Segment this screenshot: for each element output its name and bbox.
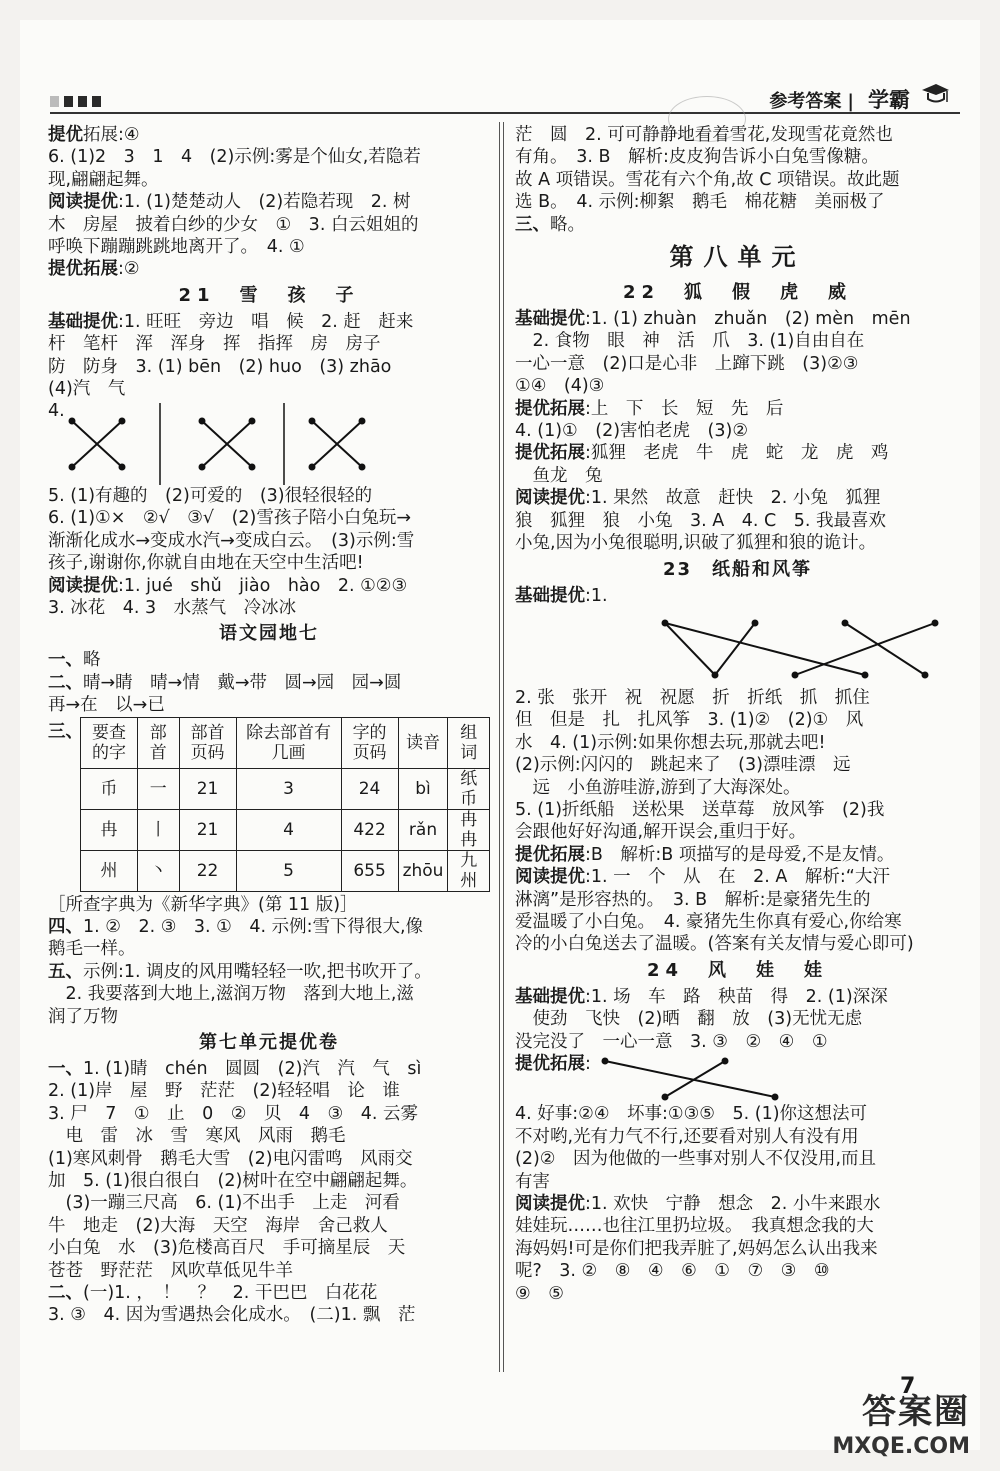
matching-dot [359, 463, 366, 470]
answer-text: :上 下 长 短 先 后 [585, 398, 784, 419]
answer-text: : [585, 1054, 591, 1074]
answer-line [515, 214, 960, 236]
answer-line: 选 B。 4. 示例:柳絮 鹅毛 棉花糖 美丽极了 [515, 192, 885, 213]
answer-line: 牛 地走 (2)大海 天空 海岸 舍己救人 [48, 1215, 388, 1236]
answer-text: :1. 欢快 宁静 想念 2. 小牛来跟水 [585, 1194, 881, 1215]
answer-text: 1. (1)睛 chén 圆圆 (2)汽 汽 气 sì [83, 1058, 422, 1079]
answer-label: 五、 [48, 961, 83, 982]
answer-line: 杆 笔杆 浑 浑身 挥 指挥 房 房子 [48, 334, 381, 355]
matching-dot [309, 417, 316, 424]
answer-line [48, 124, 490, 146]
matching-dot [309, 463, 316, 470]
column-divider [503, 122, 504, 1372]
answer-text: 1. ② 2. ③ 3. ① 4. 示例:雪下得很大,像 [83, 916, 424, 937]
answer-line: 6. (1)2 3 1 4 (2)示例:雾是个仙女,若隐若 [48, 147, 421, 168]
table-header-cell: 读音 [398, 717, 448, 768]
table-cell: 4 [236, 809, 341, 850]
answer-line [48, 258, 490, 280]
dictionary-lookup-table [80, 717, 490, 892]
answer-line: 使劲 飞快 (2)晒 翻 放 (3)无忧无虑 [515, 1009, 863, 1030]
table-cell: 21 [179, 809, 236, 850]
section-heading: 22 狐 假 虎 威 [622, 282, 853, 304]
table-cell: 丶 [138, 850, 180, 891]
answer-line: (3)一蹦三尺高 6. (1)不出手 上走 河看 [48, 1193, 400, 1214]
matching-dot [199, 463, 206, 470]
answer-line [515, 585, 960, 607]
matching-dot [772, 1094, 779, 1101]
answer-line: 5. (1)有趣的 (2)可爱的 (3)很轻很轻的 [48, 485, 373, 506]
answer-label: 基础提优 [515, 309, 585, 330]
section-heading: 第八单元 [669, 243, 806, 272]
answer-line: 4. 好事:②④ 坏事:①③⑤ 5. (1)你这想法可 [515, 1104, 868, 1125]
matching-dot [662, 619, 669, 626]
answer-line: 3. 尸 7 ① 止 0 ② 贝 4 ③ 4. 云雾 [48, 1103, 418, 1124]
answer-line [515, 442, 960, 464]
answer-label: 阅读提优 [515, 488, 585, 509]
answer-line: 电 雷 冰 雪 寒风 风雨 鹅毛 [48, 1126, 346, 1147]
answer-line: 小兔,因为小兔很聪明,识破了狐狸和狼的诡计。 [515, 533, 877, 554]
answer-line: 茫 圆 2. 可可静静地看着雪花,发现雪花竟然也 [515, 125, 893, 145]
answer-line: 一心一意 (2)口是心非 上蹿下跳 (3)②③ [515, 353, 859, 374]
answer-text: 晴→睛 晴→情 戴→带 圆→园 园→圆 [83, 672, 402, 693]
answer-line: (2)示例:闪闪的 跳起来了 (3)漂哇漂 远 [515, 755, 851, 776]
header-title: 参考答案 | 学霸 [769, 88, 910, 112]
answer-line: 鹅毛一样。 [48, 939, 136, 960]
matching-dot [249, 463, 256, 470]
watermark-url: MXQE.COM [832, 1434, 970, 1459]
answer-line: 3. ③ 4. 因为雪遇热会化成水。 (二)1. 飘 茫 [48, 1305, 416, 1326]
matching-dot [862, 671, 869, 678]
table-header-cell: 组词 [448, 717, 490, 768]
answer-label: 阅读提优 [48, 192, 118, 213]
answer-label: 基础提优 [515, 986, 585, 1007]
answer-line: 呼唤下蹦蹦跳跳地离开了。 4. ① [48, 237, 305, 258]
page-number: 7 [900, 1374, 916, 1399]
answer-line: ［所查字典为《新华字典》(第 11 版)］ [48, 894, 358, 915]
section-heading: 23 纸船和风筝 [662, 558, 813, 580]
answer-label: 阅读提优 [48, 575, 118, 596]
answer-line [48, 649, 490, 671]
answer-line [515, 1193, 960, 1215]
answer-line: (2)② 因为他做的一些事对别人不仅没用,而且 [515, 1149, 877, 1170]
answer-line: 娃娃玩……也往江里扔垃圾。 我真想念我的大 [515, 1216, 874, 1237]
matching-dot [752, 619, 759, 626]
table-cell: 币 [81, 768, 138, 809]
answer-label: 四、 [48, 916, 83, 937]
matching-dot [722, 1058, 729, 1065]
answer-label: 提优拓展 [515, 398, 585, 419]
table-header-cell: 部首 [138, 717, 180, 768]
answer-line: 故 A 项错误。雪花有六个角,故 C 项错误。故此题 [515, 169, 900, 190]
matching-dot [932, 619, 939, 626]
section-heading: 24 风 娃 娃 [646, 959, 829, 981]
left-column [48, 124, 490, 1327]
answer-line [48, 1282, 490, 1304]
watermark-logo: 答案圈 [862, 1392, 970, 1432]
answer-text: :1. 果然 故意 赶快 2. 小兔 狐狸 [585, 488, 881, 509]
answer-label: 提优拓展 [515, 844, 585, 865]
answer-line: 有角。 3. B 解析:皮皮狗告诉小白兔雪像糖。 [515, 147, 879, 168]
answer-text: :② [118, 259, 140, 280]
answer-line [515, 308, 960, 330]
table-cell: 3 [236, 768, 341, 809]
answer-line: 海妈妈!可是你们把我弄脏了,妈妈怎么认出我来 [515, 1238, 878, 1259]
table-cell: 24 [341, 768, 398, 809]
table-cell: 冉 [81, 809, 138, 850]
answer-line [48, 961, 490, 983]
answer-line: 爱温暖了小白兔。 4. 豪猪先生你真有爱心,你给寒 [515, 911, 902, 932]
answer-text: :1. 场 车 路 秧苗 得 2. (1)深深 [585, 986, 888, 1007]
table-row [81, 850, 490, 891]
answer-line [48, 311, 490, 333]
table-cell: 655 [341, 850, 398, 891]
answer-text: 示例:1. 调皮的风用嘴轻轻一吹,把书吹开了。 [83, 961, 432, 982]
matching-dot [842, 619, 849, 626]
answer-line: 现,翩翩起舞。 [48, 169, 159, 190]
table-cell: 九州 [448, 850, 490, 891]
answer-text: :1. 旺旺 旁边 唱 候 2. 赶 赶来 [118, 311, 414, 332]
answer-line: 2. (1)岸 屋 野 茫茫 (2)轻轻唱 论 谁 [48, 1081, 400, 1102]
matching-dot [662, 1094, 669, 1101]
answer-line: 但 但是 扎 扎风筝 3. (1)② (2)① 风 [515, 710, 864, 731]
answer-line: 水 4. (1)示例:如果你想去玩,那就去吧! [515, 732, 826, 753]
answer-line: 2. 我要落到大地上,滋润万物 落到大地上,滋 [48, 984, 414, 1005]
answer-line: 孩子,谢谢你,你就自由地在天空中生活吧! [48, 553, 364, 574]
answer-text: :1. 一 个 从 在 2. A 解析:“大汗 [585, 867, 890, 888]
answer-line: (1)寒风刺骨 鹅毛大雪 (2)电闪雷鸣 风雨交 [48, 1148, 413, 1169]
answer-line [515, 986, 960, 1008]
table-cell: zhōu [398, 850, 448, 891]
table-cell: 州 [81, 850, 138, 891]
answer-line: 3. 冰花 4. 3 水蒸气 冷冰冰 [48, 597, 297, 618]
matching-dot [119, 417, 126, 424]
table-cell: 冉冉 [448, 809, 490, 850]
section-label: 三、 [48, 721, 83, 742]
brand-label: 学霸 [868, 88, 910, 112]
answer-label: 提优 [48, 125, 83, 145]
answer-line: ⑨ ⑤ [515, 1283, 564, 1304]
matching-diagram [52, 403, 492, 485]
matching-dot [792, 671, 799, 678]
answer-line [48, 191, 490, 213]
answer-label: 基础提优 [515, 585, 585, 606]
table-cell: 一 [138, 768, 180, 809]
answer-line: 2. 食物 眼 神 活 爪 3. (1)自由自在 [515, 331, 865, 352]
answer-line [48, 1058, 490, 1080]
answer-line: 有害 [515, 1171, 550, 1192]
answer-line: 木 房屋 披着白纱的少女 ① 3. 白云姐姐的 [48, 214, 419, 235]
matching-line [665, 623, 865, 675]
table-cell: 丨 [138, 809, 180, 850]
matching-line [605, 1061, 775, 1097]
answer-line [48, 575, 490, 597]
right-column [515, 124, 960, 1305]
answer-text: 略 [83, 650, 101, 671]
answer-label: 提优拓展 [515, 1054, 585, 1074]
answer-text: :1. [585, 585, 608, 606]
table-cell: 21 [179, 768, 236, 809]
table-header-cell: 部首页码 [179, 717, 236, 768]
answer-line: 4. [48, 401, 65, 422]
matching-dot [922, 671, 929, 678]
answer-label: 提优拓展 [48, 259, 118, 280]
table-header-cell: 除去部首有几画 [236, 717, 341, 768]
page-header [50, 80, 950, 110]
answer-text: :B 解析:B 项描写的是母爱,不是友情。 [585, 844, 895, 865]
graduation-cap-icon [920, 80, 950, 108]
table-cell: rǎn [398, 809, 448, 850]
matching-dot [712, 671, 719, 678]
table-cell: 纸币 [448, 768, 490, 809]
matching-dot [199, 417, 206, 424]
answer-line: 会跟他好好沟通,解开误会,重归于好。 [515, 822, 807, 843]
answer-line: 润了万物 [48, 1006, 118, 1027]
matching-diagram [625, 607, 1000, 687]
answer-text: :1. jué shǔ jiào hào 2. ①②③ [118, 575, 408, 596]
matching-line [665, 1061, 725, 1097]
section-heading: 语文园地七 [219, 623, 319, 645]
answer-label: 二、 [48, 672, 83, 693]
table-row [81, 809, 490, 850]
answer-text: 拓展:④ [83, 125, 140, 145]
answer-line: 2. 张 张开 祝 祝愿 折 折纸 抓 抓住 [515, 687, 870, 708]
answer-label: 一、 [48, 650, 83, 671]
matching-dot [119, 463, 126, 470]
answer-label: 阅读提优 [515, 867, 585, 888]
table-header-cell: 要查的字 [81, 717, 138, 768]
answer-line: 狼 狐狸 狼 小兔 3. A 4. C 5. 我最喜欢 [515, 510, 886, 531]
answer-line: 防 防身 3. (1) bēn (2) huo (3) zhāo [48, 356, 392, 377]
answer-label: 基础提优 [48, 311, 118, 332]
answer-line: 再→在 以→已 [48, 695, 165, 716]
matching-dot [249, 417, 256, 424]
answer-line: 不对哟,光有力气不行,还要看对别人有没有用 [515, 1126, 859, 1147]
answer-line: (4)汽 气 [48, 379, 126, 400]
answer-label: 二、 [48, 1283, 83, 1304]
answer-label: 提优拓展 [515, 443, 585, 464]
section-heading: 21 雪 孩 子 [178, 284, 360, 306]
answer-label: 阅读提优 [515, 1194, 585, 1215]
answer-line: 5. (1)折纸船 送松果 送草莓 放风筝 (2)我 [515, 799, 885, 820]
matching-line [715, 623, 755, 675]
table-cell: 422 [341, 809, 398, 850]
answer-text: :狐狸 老虎 牛 虎 蛇 龙 虎 鸡 [585, 443, 889, 464]
matching-line [665, 623, 715, 675]
answer-line: 淋漓”是形容热的。 3. B 解析:是豪猪先生的 [515, 889, 871, 910]
table-cell: 5 [236, 850, 341, 891]
answer-text: (一)1. ， ！ ？ 2. 干巴巴 白花花 [83, 1283, 378, 1304]
matching-dot [69, 417, 76, 424]
answer-line: 没完没了 一心一意 3. ③ ② ④ ① [515, 1031, 828, 1052]
answer-line [515, 866, 960, 888]
answer-line: 远 小鱼游哇游,游到了大海深处。 [515, 777, 801, 798]
answer-line [515, 844, 960, 866]
answer-line: 4. (1)① (2)害怕老虎 (3)② [515, 421, 749, 442]
answer-label: 三、 [515, 214, 550, 235]
column-divider [499, 122, 500, 1372]
answer-line: 小白兔 水 (3)危楼高百尺 手可摘星辰 天 [48, 1238, 406, 1259]
answer-line: 呢? 3. ② ⑧ ④ ⑥ ① ⑦ ③ ⑩ [515, 1261, 830, 1282]
answer-line [515, 398, 960, 420]
matching-dot [602, 1058, 609, 1065]
answer-line [48, 916, 490, 938]
answer-line: 冷的小白兔送去了温暖。(答案有关友情与爱心即可) [515, 934, 914, 955]
matching-dot [69, 463, 76, 470]
answer-line: ①④ (4)③ [515, 376, 605, 397]
table-block [48, 717, 490, 892]
header-title-text: 参考答案 [769, 91, 842, 112]
answer-line [515, 487, 960, 509]
table-cell: 22 [179, 850, 236, 891]
answer-line [48, 672, 490, 694]
answer-line: 6. (1)①× ②√ ③√ (2)雪孩子陪小白兔玩→ [48, 508, 412, 529]
header-decoration [50, 92, 106, 111]
answer-line: 渐渐化成水→变成水汽→变成白云。 (3)示例:雪 [48, 530, 415, 551]
answer-text: :1. (1) zhuàn zhuǎn (2) mèn mēn [585, 309, 911, 330]
answer-line: 加 5. (1)很白很白 (2)树叶在空中翩翩起舞。 [48, 1171, 418, 1191]
table-row [81, 768, 490, 809]
answer-line: 鱼龙 兔 [515, 465, 603, 486]
table-header-cell: 字的页码 [341, 717, 398, 768]
matching-dot [359, 417, 366, 424]
header-rule [50, 112, 960, 114]
answer-text: 略。 [550, 214, 585, 235]
answer-line: 苍苍 野茫茫 风吹草低见牛羊 [48, 1260, 293, 1281]
answer-label: 一、 [48, 1058, 83, 1079]
section-heading: 第七单元提优卷 [199, 1031, 339, 1053]
table-cell: bì [398, 768, 448, 809]
answer-text: :1. (1)楚楚动人 (2)若隐若现 2. 树 [118, 192, 411, 213]
